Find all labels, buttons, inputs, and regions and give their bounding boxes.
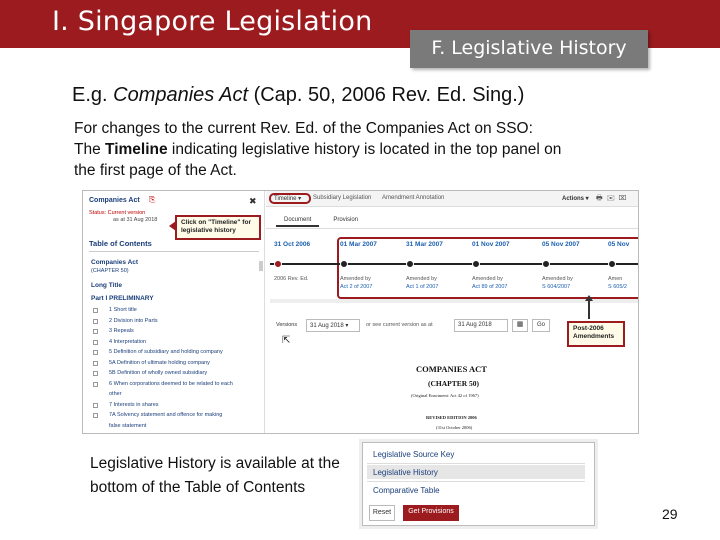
status-label: Status: Current version [89, 210, 146, 216]
timeline-desc: Amended by S 604/2007 [542, 276, 573, 290]
toc-checkbox[interactable] [93, 361, 98, 366]
timeline-date[interactable]: 01 Mar 2007 [340, 241, 377, 248]
toc-item-continued: other [109, 391, 122, 397]
document-toolbar [266, 191, 639, 207]
timeline-node[interactable] [472, 260, 480, 268]
sso-screenshot [82, 190, 639, 434]
document-title: COMPANIES ACT [416, 364, 487, 374]
subtitle-box [410, 30, 648, 68]
timeline-button[interactable]: Timeline ▾ [269, 193, 311, 204]
para-line-2 [74, 139, 654, 160]
toc-item[interactable]: 7 Interests in shares [93, 402, 261, 413]
para-rest: indicating legislative history is located in the top panel on [167, 141, 562, 158]
toc-act-header: Companies Act [89, 197, 140, 204]
mouse-cursor-icon: ⇱ [282, 335, 291, 346]
toc-items [93, 307, 261, 433]
para-the: The [74, 141, 106, 158]
timeline-date[interactable]: 01 Nov 2007 [472, 241, 510, 248]
go-button[interactable]: Go [532, 319, 550, 332]
toc-panel [83, 191, 265, 434]
toc-chapter: (CHAPTER 50) [91, 268, 129, 274]
toc-item[interactable]: 4 Interpretation [93, 339, 261, 350]
slide-title: I. Singapore Legislation [52, 6, 373, 37]
timeline-date[interactable]: 05 Nov [608, 241, 630, 248]
toc-item[interactable]: 5 Definition of subsidiary and holding company [93, 349, 261, 360]
comparative-table-link[interactable]: Comparative Table [373, 486, 440, 495]
close-icon[interactable]: ✖ [249, 196, 257, 206]
timeline-node[interactable] [542, 260, 550, 268]
timeline-desc: Amended by Act 1 of 2007 [406, 276, 439, 290]
actions-menu[interactable]: Actions ▾ [562, 196, 589, 202]
heading-prefix: E.g. [72, 84, 114, 106]
toc-item[interactable]: 3 Repeals [93, 328, 261, 339]
callout-arrow [588, 299, 590, 319]
amending-act-link[interactable]: Act 89 of 2007 [472, 284, 508, 290]
document-chapter: (CHAPTER 50) [428, 379, 480, 388]
toc-long-title-link[interactable]: Long Title [91, 282, 122, 289]
toc-part1-link[interactable]: Part I PRELIMINARY [91, 295, 154, 302]
tab-provision[interactable]: Provision [333, 217, 359, 223]
toc-checkbox[interactable] [93, 329, 98, 334]
timeline-axis [270, 263, 639, 265]
document-original-enactment: (Original Enactment: Act 42 of 1967) [411, 393, 479, 398]
toc-item-continued: false statement [109, 422, 147, 429]
pdf-icon[interactable]: ⎘ [149, 195, 156, 204]
timeline-dates [266, 241, 639, 253]
toc-checkbox[interactable] [93, 403, 98, 408]
timeline-desc: Amen S 605/2 [608, 276, 627, 290]
toc-item[interactable]: 2 Division into Parts [93, 318, 261, 329]
amendment-annotation-toggle[interactable]: Amendment Annotation [382, 195, 445, 201]
slide-subtitle: F. Legislative History [431, 37, 627, 59]
version-date-input[interactable]: 31 Aug 2018 [454, 319, 508, 332]
timeline-node[interactable] [406, 260, 414, 268]
heading-citation: (Cap. 50, 2006 Rev. Ed. Sing.) [248, 84, 525, 106]
status-date: as at 31 Aug 2018 [113, 217, 158, 223]
tab-divider [266, 228, 639, 229]
amending-act-link[interactable]: Act 2 of 2007 [340, 284, 373, 290]
tab-document[interactable]: Document [276, 215, 319, 227]
timeline-node[interactable] [608, 260, 616, 268]
toc-checkbox[interactable] [93, 413, 98, 418]
example-heading [72, 84, 524, 107]
amending-act-link[interactable]: Act 1 of 2007 [406, 284, 439, 290]
toc-checkbox[interactable] [93, 319, 98, 324]
version-select[interactable]: 31 Aug 2018 ▾ [306, 319, 360, 332]
para-line-1: For changes to the current Rev. Ed. of the Companies Act on SSO: [74, 120, 533, 137]
item-divider [367, 481, 585, 482]
item-divider [367, 463, 585, 464]
toc-checkbox[interactable] [93, 371, 98, 376]
timeline-callout: Click on "Timeline" for legislative history [175, 215, 261, 240]
timeline-node[interactable] [340, 260, 348, 268]
toc-checkbox[interactable] [93, 350, 98, 355]
amending-act-link[interactable]: S 605/2 [608, 284, 627, 290]
timeline-desc: Amended by Act 89 of 2007 [472, 276, 508, 290]
amending-act-link[interactable]: S 604/2007 [542, 284, 571, 290]
reset-button[interactable]: Reset [369, 505, 395, 521]
note-rest: is available at the bottom of the Table of Contents [90, 455, 340, 496]
toc-item[interactable]: 7A Solvency statement and offence for making [93, 412, 261, 423]
toc-checkbox[interactable] [93, 340, 98, 345]
note-bold: Legislative History [90, 455, 216, 472]
timeline-date[interactable]: 31 Mar 2007 [406, 241, 443, 248]
post-2006-callout: Post-2006 Amendments [567, 321, 625, 347]
get-provisions-button[interactable]: Get Provisions [403, 505, 459, 521]
toc-item[interactable]: 1 Short title [93, 307, 261, 318]
toc-title: Table of Contents [89, 239, 152, 248]
timeline-desc: 2006 Rev. Ed. [274, 276, 309, 282]
toc-item[interactable]: 5B Definition of wholly owned subsidiary [93, 370, 261, 381]
toc-divider [89, 251, 259, 252]
timeline-scrollbar[interactable] [270, 299, 639, 303]
versions-label: Versions [276, 322, 298, 328]
toc-checkbox[interactable] [93, 308, 98, 313]
subsidiary-legislation-link[interactable]: Subsidiary Legislation [313, 195, 372, 201]
para-timeline-bold: Timeline [105, 141, 168, 158]
legislative-history-note [90, 452, 350, 500]
timeline-node-current[interactable] [274, 260, 282, 268]
document-panel [266, 191, 639, 434]
legislative-source-key-link[interactable]: Legislative Source Key [373, 450, 455, 459]
document-revised-date: (31st October 2006) [436, 425, 473, 430]
timeline-date[interactable]: 31 Oct 2006 [274, 241, 311, 248]
toc-item[interactable]: 5A Definition of ultimate holding company [93, 360, 261, 371]
toc-checkbox[interactable] [93, 382, 98, 387]
version-hint: or see current version as at [366, 322, 433, 328]
document-revised-edition: REVISED EDITION 2006 [426, 415, 477, 420]
legislative-history-link[interactable]: Legislative History [367, 465, 585, 479]
heading-act-name: Companies Act [113, 84, 249, 106]
toc-bottom-screenshot [362, 442, 595, 526]
toc-scrollbar[interactable] [259, 261, 263, 271]
toc-act-link[interactable]: Companies Act [91, 259, 139, 266]
document-tabs [276, 215, 372, 227]
calendar-icon[interactable]: ▦ [512, 319, 528, 332]
timeline-date[interactable]: 05 Nov 2007 [542, 241, 580, 248]
intro-paragraph [74, 118, 654, 181]
para-line-3: the first page of the Act. [74, 162, 237, 179]
page-number: 29 [662, 506, 678, 522]
timeline-desc: Amended by Act 2 of 2007 [340, 276, 373, 290]
toolbar-icons[interactable]: 🖶✉⌧ [596, 195, 631, 202]
toc-item[interactable]: 6 When corporations deemed to be related to each [93, 381, 261, 392]
